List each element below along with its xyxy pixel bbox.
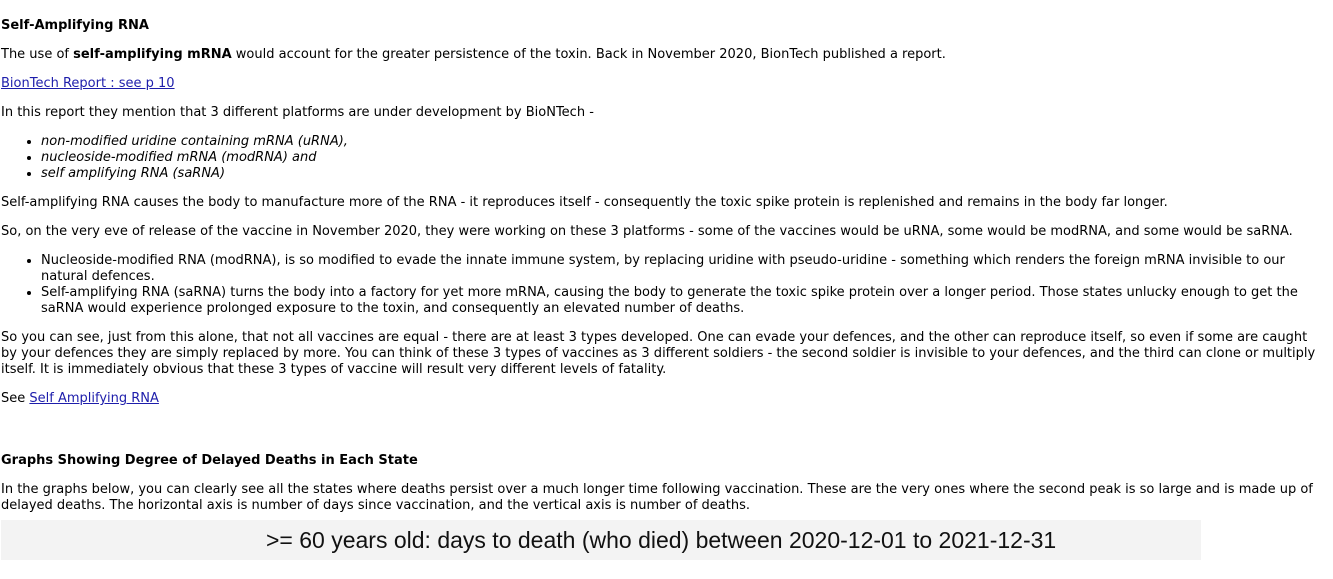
graph-title: >= 60 years old: days to death (who died) between 2020-12-01 to 2021-12-31 — [266, 527, 1057, 553]
see-prefix: See — [1, 391, 30, 406]
list-item: • non-modified uridine containing mRNA (uRNA), — [41, 134, 1327, 150]
intro-text-after: would account for the greater persistence of the toxin. Back in November 2020, BionTech published a report. — [231, 47, 946, 62]
biontech-report-link[interactable]: BionTech Report : see p 10 — [1, 76, 175, 91]
platforms-intro: In this report they mention that 3 different platforms are under development by BioNTech - — [1, 105, 594, 120]
list-item: • Self-amplifying RNA (saRNA) turns the body into a factory for yet more mRNA, causing the body to generate the toxic spike protein over a longer period. Those states unlucky enough to get the saRNA would experience prolonged exposure to the toxin, and consequently an elevated number of deaths. — [41, 285, 1327, 317]
section-heading-graphs: Graphs Showing Degree of Delayed Deaths in Each State — [1, 453, 418, 468]
report-link-paragraph — [1, 76, 1327, 92]
platforms-list — [1, 134, 1327, 182]
graph-image — [1, 520, 1201, 560]
list-item: • self amplifying RNA (saRNA) — [41, 166, 1327, 182]
intro-bold-term: self-amplifying mRNA — [73, 47, 232, 62]
see-paragraph — [1, 391, 1327, 407]
intro-paragraph — [1, 47, 1327, 63]
summary-paragraph: So you can see, just from this alone, that not all vaccines are equal - there are at least 3 types developed. One can evade your defences, and the other can reproduce itself, so even if some are caught by your defences they are simply replaced by more. You can think of these 3 types of vaccines as 3 different soldiers - the second soldier is invisible to your defences, and the third can clone or multiply itself. It is immediately obvious that these 3 types of vaccine will result very different levels of fatality. — [1, 330, 1316, 377]
spacer — [1, 407, 1327, 435]
sarna-paragraph: Self-amplifying RNA causes the body to manufacture more of the RNA - it reproduces itself - consequently the toxic spike protein is replenished and remains in the body far longer. — [1, 195, 1168, 210]
list-item: • nucleoside-modified mRNA (modRNA) and — [41, 150, 1327, 166]
list-item: • Nucleoside-modified RNA (modRNA), is so modified to evade the innate immune system, by replacing uridine with pseudo-uridine - something which renders the foreign mRNA invisible to our natural defences. — [41, 253, 1327, 285]
article — [0, 18, 1327, 560]
section-heading-self-amplifying-rna: Self-Amplifying RNA — [1, 18, 149, 33]
graphs-intro-paragraph: In the graphs below, you can clearly see all the states where deaths persist over a much longer time following vaccination. These are the very ones where the second peak is so large and is made up of delayed deaths. The horizontal axis is number of days since vaccination, and the vertical axis is number of deaths. — [1, 482, 1313, 513]
self-amplifying-rna-link[interactable]: Self Amplifying RNA — [29, 391, 159, 406]
eve-paragraph: So, on the very eve of release of the vaccine in November 2020, they were working on these 3 platforms - some of the vaccines would be uRNA, some would be modRNA, and some would be saRNA. — [1, 224, 1293, 239]
intro-text-before: The use of — [1, 47, 74, 62]
details-list — [1, 253, 1327, 317]
